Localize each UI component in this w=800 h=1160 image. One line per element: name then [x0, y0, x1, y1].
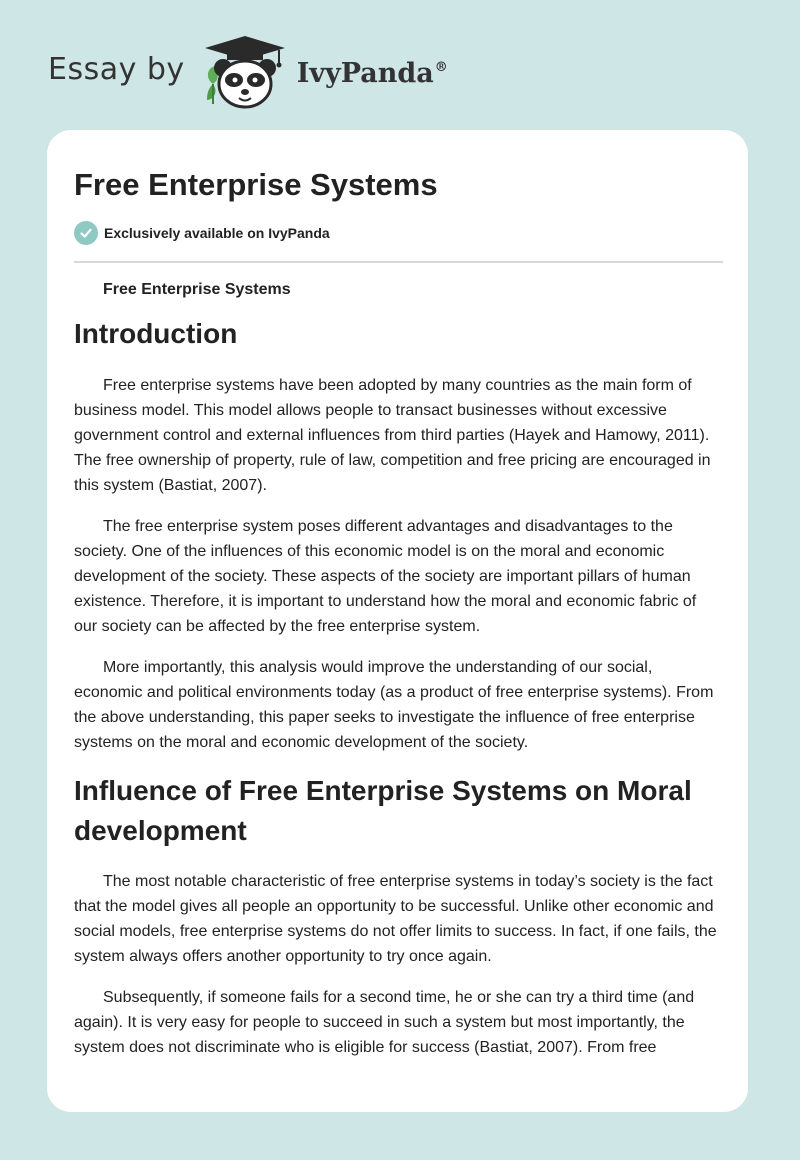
site-header	[48, 34, 448, 110]
essay-body	[74, 280, 723, 1076]
paragraph: Free enterprise systems have been adopted by many countries as the main form of business model. This model allows people to transact businesses without excessive government control and external influences from third parties (Hayek and Hamowy, 2011). The free ownership of property, rule of law, competition and free pricing are encouraged in this system (Bastiat, 2007).	[74, 377, 711, 494]
essay-by-label: Essay by	[48, 51, 185, 87]
essay-subtitle: Free Enterprise Systems	[103, 281, 291, 298]
section-heading-introduction: Introduction	[74, 318, 238, 349]
paragraph: Subsequently, if someone fails for a second time, he or she can try a third time (and again). It is very easy for people to succeed in such a system but most importantly, the system does not discriminate who is eligible for success (Bastiat, 2007). From free	[74, 989, 695, 1056]
page-title: Free Enterprise Systems	[74, 167, 438, 202]
paragraph: The free enterprise system poses different advantages and disadvantages to the society. One of the influences of this economic model is on the moral and economic development of the society. These aspects of the society are important pillars of human existence. Therefore, it is important to understand how the moral and economic fabric of our society can be affected by the free enterprise system.	[74, 518, 697, 635]
registered-mark: ®	[434, 59, 448, 75]
exclusive-badge	[74, 221, 330, 245]
section-heading-moral-development: Influence of Free Enterprise Systems on Moral development	[74, 775, 692, 846]
paragraph: The most notable characteristic of free enterprise systems in today’s society is the fact that the model gives all people an opportunity to be successful. Unlike other economic and social models, free enterprise systems do not offer limits to success. In fact, if one fails, the system always offers another opportunity to try once again.	[74, 873, 717, 965]
check-icon	[74, 221, 98, 245]
paragraph: More importantly, this analysis would improve the understanding of our social, economic and political environments today (as a product of free enterprise systems). From the above understanding, this paper seeks to investigate the influence of free enterprise systems on the moral and economic development of the society.	[74, 659, 714, 751]
brand-name[interactable]: IvyPanda®	[296, 57, 448, 89]
panda-graduate-icon	[199, 34, 291, 110]
divider	[74, 261, 723, 263]
exclusive-label: Exclusively available on IvyPanda	[104, 225, 330, 241]
essay-card	[47, 130, 748, 1112]
